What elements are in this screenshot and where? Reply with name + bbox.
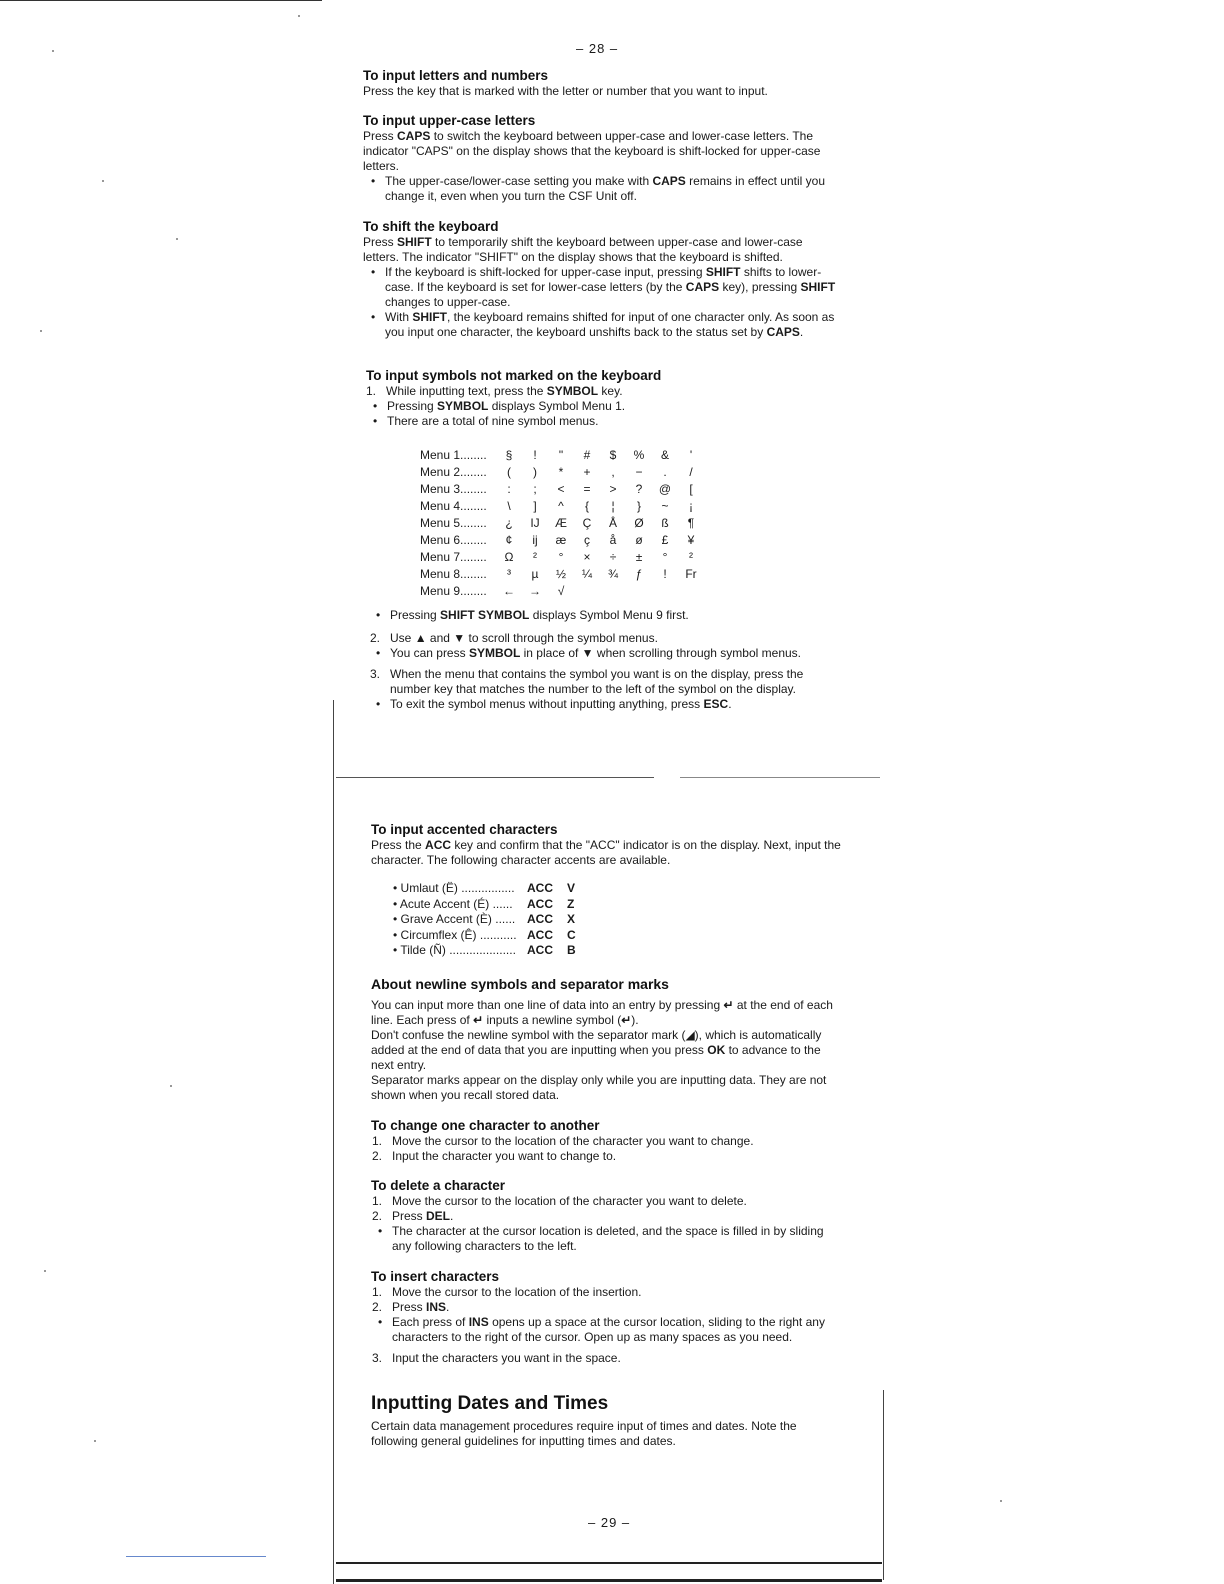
symbol-menu-row: [420, 532, 844, 549]
symbol-cell: .: [663, 465, 667, 479]
down-arrow-icon: ▼: [581, 646, 594, 660]
symbol-cell: ½: [555, 567, 566, 581]
accent-letter: V: [567, 881, 576, 895]
heading-dates: Inputting Dates and Times: [371, 1393, 609, 1414]
body-newline-1: You can input more than one line of data into an entry by pressing ↵ at the end of each line. Each press of ↵ inputs a newline symbol (↵).: [371, 998, 833, 1027]
newline-icon: ↵: [473, 1013, 484, 1027]
step-delete-2: 2. Press DEL.: [372, 1209, 454, 1223]
symbol-cell: ø: [635, 533, 643, 547]
symbol-cell: å: [609, 533, 617, 547]
step-change-1: 1. Move the cursor to the location of the character you want to change.: [372, 1134, 754, 1148]
heading-accented: To input accented characters: [371, 822, 558, 837]
body-letters-numbers: Press the key that is marked with the letter or number that you want to input.: [363, 84, 768, 98]
symbol-menu-name: Menu 8........: [420, 567, 487, 581]
symbol-menu-row: [420, 549, 844, 566]
scan-speck: [102, 180, 104, 182]
step-change-2: 2. Input the character you want to change to.: [372, 1149, 617, 1163]
scan-speck: [1000, 1500, 1002, 1502]
bullet-symbols-4: • You can press SYMBOL in place of ▼ when scrolling through symbol menus.: [376, 646, 801, 660]
down-arrow-icon: ▼: [453, 631, 466, 645]
symbol-cell: [: [689, 482, 693, 496]
symbol-cell: <: [557, 482, 565, 496]
accent-key: ACC: [527, 912, 553, 926]
accent-letter: X: [567, 912, 576, 926]
symbol-cell: ç: [584, 533, 590, 547]
symbol-cell: £: [661, 533, 669, 547]
section-delete: [371, 1178, 845, 1254]
symbol-cell: ←: [503, 584, 515, 598]
heading-letters-numbers: To input letters and numbers: [363, 68, 549, 83]
step-insert-3: 3. Input the characters you want in the space.: [372, 1351, 621, 1365]
symbol-cell: ²: [533, 550, 537, 564]
accent-key: ACC: [527, 927, 553, 942]
accent-name: • Acute Accent (É) ......: [393, 896, 513, 911]
step-symbols-3: 3. When the menu that contains the symbol you want is on the display, press the number key that matches the number to the left of the symbol on the display.: [370, 667, 804, 696]
symbol-cell: æ: [555, 533, 567, 547]
symbol-menu-name: Menu 4........: [420, 499, 487, 513]
symbol-cell: Fr: [685, 567, 697, 581]
bullet-symbols-5: • To exit the symbol menus without inputting anything, press ESC.: [376, 697, 732, 711]
symbol-cell: µ: [531, 567, 539, 581]
symbol-cell: ]: [533, 499, 537, 513]
symbol-cell: $: [609, 448, 617, 462]
bullet-insert: • Each press of INS opens up a space at the cursor location, sliding to the right any characters to the right of the cursor. Open up as many spaces as you need.: [378, 1315, 825, 1344]
section-accented: [371, 822, 845, 959]
symbol-cell: /: [689, 465, 693, 479]
symbol-cell: ~: [661, 499, 669, 513]
symbol-cell: ¼: [581, 567, 592, 581]
symbol-cell: }: [636, 499, 641, 513]
symbol-cell: ²: [689, 550, 693, 564]
symbol-menu-name: Menu 7........: [420, 550, 487, 564]
scan-top-rule: [0, 0, 322, 1]
scan-speck: [298, 15, 300, 17]
symbol-cell: ': [689, 448, 693, 462]
symbol-cell: ¿: [505, 516, 513, 530]
heading-symbols: To input symbols not marked on the keyboard: [366, 368, 662, 383]
symbol-cell: ÷: [609, 550, 617, 564]
accent-row: [393, 912, 845, 928]
body-shift: Press SHIFT to temporarily shift the keyboard between upper-case and lower-case letters. The indicator "SHIFT" on the display shows that the keyboard is shifted.: [363, 235, 803, 264]
body-accented: Press the ACC key and confirm that the "ACC" indicator is on the display. Next, input the character. The following character accents are available.: [371, 838, 841, 867]
symbol-cell: Å: [608, 516, 617, 530]
symbol-cell: Ç: [582, 516, 592, 530]
symbol-cell: &: [660, 448, 669, 462]
page-number-top: – 28 –: [576, 41, 619, 56]
symbol-cell: :: [507, 482, 511, 496]
accent-key: ACC: [527, 896, 553, 911]
symbol-cell: ?: [635, 482, 643, 496]
heading-delete: To delete a character: [371, 1178, 506, 1193]
heading-newline: About newline symbols and separator marks: [371, 976, 669, 992]
body-dates: Certain data management procedures require input of times and dates. Note the following general guidelines for inputting times and dates.: [371, 1419, 797, 1448]
symbol-cell: ¾: [607, 567, 618, 581]
accent-row: [393, 928, 845, 944]
scan-speck: [94, 1440, 96, 1442]
scan-left-edge: [333, 700, 334, 1584]
page-divider: [336, 777, 654, 778]
heading-uppercase: To input upper-case letters: [363, 113, 536, 128]
symbol-menu-name: Menu 2........: [420, 465, 487, 479]
step-insert-2: 2. Press INS.: [372, 1300, 450, 1314]
accent-row: [393, 881, 845, 897]
symbol-cell: ;: [533, 482, 537, 496]
accent-table: [393, 881, 845, 959]
symbol-menu-table: [420, 447, 844, 600]
step-symbols-1: 1. While inputting text, press the SYMBOL key.: [366, 384, 623, 398]
scan-blue-line: [126, 1556, 266, 1557]
symbol-cell: ¡: [689, 499, 693, 513]
accent-name: • Umlaut (Ë) ................: [393, 881, 515, 895]
symbol-cell: →: [529, 584, 541, 598]
symbol-cell: °: [662, 550, 668, 564]
symbol-cell: ,: [611, 465, 615, 479]
bullet-symbols-3: • Pressing SHIFT SYMBOL displays Symbol Menu 9 first.: [376, 608, 689, 622]
symbol-menu-name: Menu 6........: [420, 533, 487, 547]
section-symbols: [366, 368, 844, 712]
accent-key: ACC: [527, 943, 553, 957]
symbol-cell: ±: [635, 550, 643, 564]
newline-icon: ↵: [621, 1013, 632, 1027]
symbol-cell: @: [658, 482, 672, 496]
page-divider-right: [680, 777, 880, 778]
symbol-cell: +: [583, 465, 591, 479]
scan-speck: [52, 50, 54, 52]
symbol-cell: IJ: [530, 516, 540, 530]
symbol-cell: #: [583, 448, 591, 462]
scan-speck: [44, 1270, 46, 1272]
bullet-symbols-2: • There are a total of nine symbol menus.: [373, 414, 599, 428]
symbol-cell: (: [507, 465, 511, 479]
bullet-uppercase: • The upper-case/lower-case setting you make with CAPS remains in effect until you change it, even when you turn the CSF Unit off.: [371, 174, 825, 203]
scan-speck: [170, 1085, 172, 1087]
symbol-menu-row: [420, 498, 844, 515]
symbol-cell: ): [533, 465, 537, 479]
symbol-menu-name: Menu 3........: [420, 482, 487, 496]
scan-bottom-rule-2: [336, 1579, 882, 1582]
heading-change: To change one character to another: [371, 1118, 600, 1133]
symbol-cell: ƒ: [635, 567, 643, 581]
symbol-cell: ß: [661, 516, 669, 530]
accent-row: [393, 943, 845, 959]
symbol-cell: √: [557, 584, 565, 598]
symbol-cell: ¥: [687, 533, 695, 547]
symbol-menu-row: [420, 464, 844, 481]
symbol-menu-name: Menu 1........: [420, 448, 487, 462]
step-symbols-2: 2. Use ▲ and ▼ to scroll through the symbol menus.: [370, 631, 658, 645]
step-insert-1: 1. Move the cursor to the location of the insertion.: [372, 1285, 642, 1299]
symbol-cell: °: [558, 550, 564, 564]
accent-name: • Grave Accent (È) ......: [393, 912, 516, 926]
symbol-menu-row: [420, 566, 844, 583]
accent-name: • Circumflex (Ê) ...........: [393, 927, 517, 942]
symbol-cell: \: [507, 499, 511, 513]
accent-key: ACC: [527, 881, 553, 895]
body-newline-3: Separator marks appear on the display only while you are inputting data. They are not shown when you recall stored data.: [371, 1073, 827, 1102]
symbol-cell: ³: [507, 567, 511, 581]
symbol-cell: ": [558, 448, 564, 462]
symbol-cell: Ω: [504, 550, 514, 564]
bullet-shift-2: • With SHIFT, the keyboard remains shifted for input of one character only. As soon as you input one character, the keyboard unshifts back to the status set by CAPS.: [371, 310, 835, 339]
symbol-cell: Æ: [555, 516, 567, 530]
heading-insert: To insert characters: [371, 1269, 500, 1284]
bullet-delete: • The character at the cursor location is deleted, and the space is filled in by sliding any following characters to the left.: [378, 1224, 824, 1253]
scan-speck: [40, 330, 42, 332]
symbol-cell: Ø: [634, 516, 644, 530]
symbol-cell: *: [558, 465, 564, 479]
symbol-menu-row: [420, 481, 844, 498]
section-insert: [371, 1269, 845, 1366]
section-uppercase: [363, 113, 839, 204]
symbol-cell: =: [583, 482, 591, 496]
scan-bottom-rule: [336, 1562, 882, 1564]
symbol-cell: !: [533, 448, 537, 462]
bullet-shift-1: • If the keyboard is shift-locked for upper-case input, pressing SHIFT shifts to lower-case. If the keyboard is set for lower-case letters (by the CAPS key), pressing SHIFT changes to upper-case.: [371, 265, 836, 309]
symbol-cell: ×: [583, 550, 591, 564]
up-arrow-icon: ▲: [414, 631, 427, 645]
symbol-cell: ¦: [611, 499, 615, 513]
heading-shift: To shift the keyboard: [363, 219, 499, 234]
accent-name: • Tilde (Ñ) ....................: [393, 943, 516, 957]
section-newline: [371, 976, 845, 1103]
accent-row: [393, 897, 845, 913]
section-dates: [371, 1393, 845, 1449]
page-number-bottom: – 29 –: [588, 1515, 631, 1530]
body-uppercase: Press CAPS to switch the keyboard between upper-case and lower-case letters. The indicator "CAPS" on the display shows that the keyboard is shift-locked for upper-case letters.: [363, 129, 821, 173]
symbol-menu-name: Menu 5........: [420, 516, 487, 530]
symbol-menu-row: [420, 515, 844, 532]
accent-letter: Z: [567, 896, 575, 911]
body-newline-2: Don't confuse the newline symbol with the separator mark (◢), which is automatically added at the end of data that you are inputting when you press OK to advance to the next entry.: [371, 1028, 822, 1072]
symbol-cell: ¶: [687, 516, 695, 530]
symbol-cell: −: [635, 465, 643, 479]
newline-icon: ↵: [723, 998, 734, 1012]
symbol-cell: ¢: [505, 533, 513, 547]
bullet-symbols-1: • Pressing SYMBOL displays Symbol Menu 1.: [373, 399, 626, 413]
symbol-cell: {: [584, 499, 589, 513]
symbol-menu-row: [420, 583, 844, 600]
symbol-menu-row: [420, 447, 844, 464]
symbol-cell: %: [633, 448, 645, 462]
section-letters-numbers: [363, 68, 843, 99]
separator-mark-icon: ◢: [685, 1028, 695, 1042]
symbol-cell: >: [609, 482, 617, 496]
symbol-cell: ij: [532, 533, 538, 547]
symbol-cell: ^: [558, 499, 564, 513]
accent-letter: C: [567, 927, 576, 942]
step-delete-1: 1. Move the cursor to the location of the character you want to delete.: [372, 1194, 747, 1208]
symbol-menu-name: Menu 9........: [420, 584, 487, 598]
scan-right-edge: [883, 1390, 884, 1580]
accent-letter: B: [567, 943, 576, 957]
symbol-cell: !: [663, 567, 667, 581]
symbol-cell: §: [505, 448, 513, 462]
section-change: [371, 1118, 845, 1164]
section-shift: [363, 219, 839, 340]
scan-speck: [176, 238, 178, 240]
